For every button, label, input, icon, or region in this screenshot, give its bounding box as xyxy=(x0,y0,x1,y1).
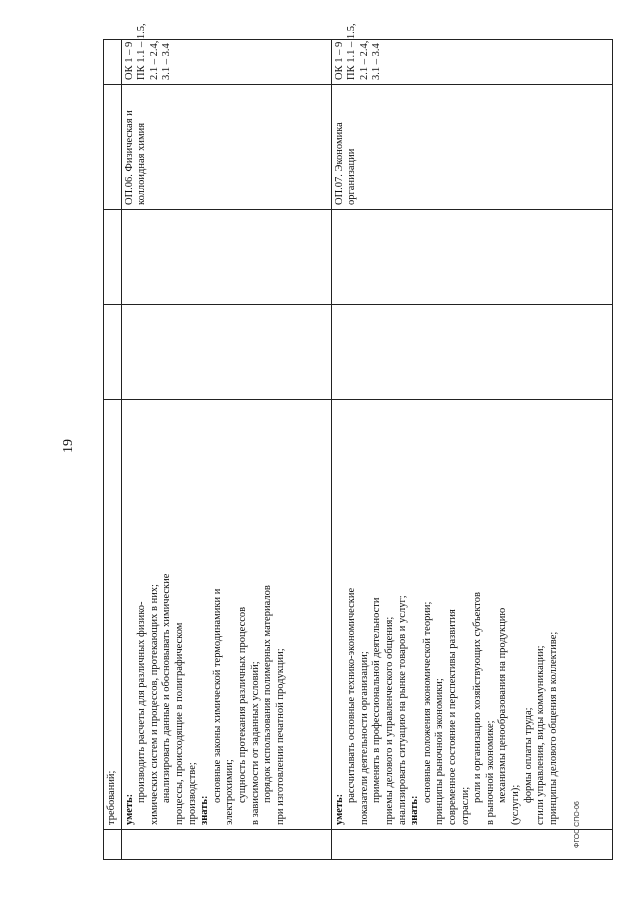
classroom-load-cell xyxy=(331,210,612,305)
znat-item: (услуги); xyxy=(509,784,521,825)
znat-item: современное состояние и перспективы развития xyxy=(446,609,458,825)
classroom-load-cell xyxy=(104,210,122,305)
znat-item: порядок использования полимерных материалов xyxy=(262,585,274,803)
umet-item: процессы, происходящие в полиграфическом xyxy=(173,622,185,825)
requirements-cell xyxy=(121,400,331,830)
competency-cell xyxy=(331,23,612,85)
continuation-text: требований; xyxy=(106,770,117,825)
znat-label: знать: xyxy=(199,795,211,825)
competency-code: 2.1 – 2.4, xyxy=(148,40,160,80)
umet-item: применять в профессиональной деятельности xyxy=(371,597,383,803)
znat-item: сущность протекания различных процессов xyxy=(236,606,248,803)
competency-code: ПК 1.1 – 1.5, xyxy=(136,23,148,80)
umet-item: анализировать ситуацию на рынке товаров и услуг; xyxy=(396,595,408,825)
page-number: 19 xyxy=(61,439,76,453)
competency-code: ОК 1 – 9 xyxy=(333,41,345,80)
competency-code: 3.1 – 3.4 xyxy=(371,43,383,80)
umet-label: уметь: xyxy=(123,793,135,825)
footer-standard-code: ФГОС СПО-06 xyxy=(574,801,581,848)
max-load-cell xyxy=(331,305,612,400)
umet-item: анализировать данные и обосновывать химические xyxy=(161,573,173,803)
requirements-table xyxy=(103,23,613,860)
znat-item: основные положения экономической теории; xyxy=(421,601,433,803)
table-row xyxy=(331,40,612,860)
umet-item: производстве; xyxy=(186,762,198,825)
competency-code: 2.1 – 2.4, xyxy=(358,40,370,80)
umet-item: рассчитывать основные технико-экономические xyxy=(346,587,358,803)
requirements-cell xyxy=(104,400,122,830)
table-row xyxy=(121,40,331,860)
discipline-cell xyxy=(331,85,612,210)
competency-code: 3.1 – 3.4 xyxy=(161,43,173,80)
znat-item: стили управления, виды коммуникации; xyxy=(535,645,547,825)
znat-label: знать: xyxy=(409,795,421,825)
umet-label: уметь: xyxy=(333,793,345,825)
discipline-name: ОП.07. Экономика организации xyxy=(333,122,358,205)
max-load-cell xyxy=(104,305,122,400)
rotated-page xyxy=(103,23,613,860)
znat-item: в зависимости от заданных условий; xyxy=(249,661,261,825)
max-load-cell xyxy=(121,305,331,400)
index-cell xyxy=(331,830,612,860)
znat-item: роли и организацию хозяйствующих субъектов xyxy=(472,592,484,803)
competency-cell xyxy=(104,40,122,85)
umet-item: химических систем и процессов, протекающих в них; xyxy=(148,584,160,825)
discipline-cell xyxy=(104,85,122,210)
competency-cell xyxy=(121,23,331,85)
znat-item: формы оплаты труда; xyxy=(522,707,534,803)
znat-item: механизмы ценообразования на продукцию xyxy=(497,607,509,803)
znat-item: в рыночной экономике; xyxy=(484,720,496,825)
table-row-continuation xyxy=(104,40,122,860)
znat-item: принципы делового общения в коллективе; xyxy=(547,631,559,825)
competency-code: ОК 1 – 9 xyxy=(123,41,135,80)
index-cell xyxy=(104,830,122,860)
znat-item: принципы рыночной экономики; xyxy=(434,678,446,825)
discipline-name: ОП.06. Физическая и коллоидная химия xyxy=(123,110,148,205)
requirements-cell xyxy=(331,400,612,830)
classroom-load-cell xyxy=(121,210,331,305)
umet-item: приемы делового и управленческого общения; xyxy=(383,616,395,825)
znat-item: отрасли; xyxy=(459,786,471,825)
index-cell xyxy=(121,830,331,860)
umet-item: показатели деятельности организации; xyxy=(358,651,370,825)
discipline-cell xyxy=(121,85,331,210)
umet-item: производить расчеты для различных физико- xyxy=(136,601,148,803)
competency-code: ПК 1.1 – 1.5, xyxy=(346,23,358,80)
znat-item: основные законы химической термодинамики и xyxy=(211,588,223,803)
znat-item: электрохимии; xyxy=(224,759,236,825)
znat-item: при изготовлении печатной продукции; xyxy=(274,648,286,825)
